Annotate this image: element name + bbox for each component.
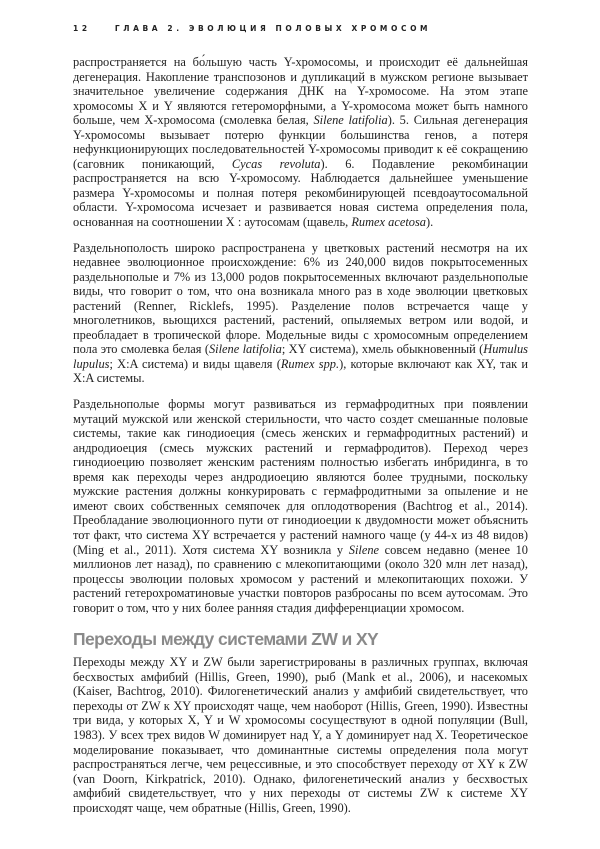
paragraphs-after [73,655,528,815]
text-run: ; XY система), хмель обыкновенный ( [281,342,484,357]
page-number: 12 [73,24,91,33]
body-paragraph [73,397,528,615]
text-run: ). [426,215,434,230]
text-run: ; X:A система) и виды щавеля ( [109,356,281,371]
running-header [73,24,431,33]
text-run: распространяется на бо́льшую часть Y-хромосомы, и происходит её дальнейшая дегенерация. Накопление транспозонов и дупликаций в мужском регионе вызывает значительное увеличение содержания ДНК на Y-хромосоме. На этом этапе хромосомы X и Y являются гетероморфными, а Y-хромосома может быть намного больше, чем X-хромосома (смолевка белая, [73,55,528,128]
italic-species-name: Rumex acetosa [351,215,427,230]
text-run: ). 6. Подавление рекомбинации распространяется на всю Y-хромосому. Наблюдается дальнейшее уменьшение размера Y-хромосомы и полная потеря рекомбинирующей псевдоаутосомальной области. Y-хромосома исчезает и развивается новая система определения пола, основанная на соотношении X : аутосомам (щавель, [73,156,528,230]
italic-species-name: Silene latifolia [208,342,282,357]
chapter-title: ГЛАВА 2. ЭВОЛЮЦИЯ ПОЛОВЫХ ХРОМОСОМ [114,24,432,33]
body-paragraph [73,55,528,230]
text-run: ). 5. Сильная дегенерация Y-хромосомы вызывает потерю функции большинства генов, а потеря нефункционирующих последовательностей Y-хромосомы приводит к её сокращению (саговник поникающий, [73,113,528,171]
italic-species-name: Silene latifolia [313,113,388,128]
body-paragraph [73,655,528,815]
text-run: Раздельнополость широко распространена у цветковых растений несмотря на их недавнее эволюционное происхождение: 6% из 240,000 видов покрытосеменных раздельнополые и 7% из 13,000 родов покрытосеменных включают раздельнополые виды, что говорит о том, что она возникала много раз в ходе эволюции цветковых растений (Renner, Ricklefs, 1995). Разделение полов встречается чаще у многолетников, вьющихся растений, растений, опыляемых ветром или водой, и преобладает в тропической флоре. Модельные виды с хромосомным определением пола это смолевка белая ( [73,240,528,357]
italic-species-name: Cycas revoluta [231,156,321,171]
text-run: Переходы между XY и ZW были зарегистрированы в различных группах, включая бесхвостых амфибий (Hillis, Green, 1990), рыб (Mank et al., 2006), и насекомых (Kaiser, Bachtrog, 2010). Филогенетический анализ у амфибий свидетельствует, что переходы от ZW к XY происходят чаще, чем наоборот (Hillis, Green, 1990). Известны три вида, у которых X, Y и W хромосомы сосуществуют в одной популяции (Bull, 1983). У всех трех видов W доминирует над Y, а Y доминирует над X. Теоретическое моделирование показывает, что доминантные системы определения пола могут распространяться легче, чем рецессивные, и это способствует переходу от XY к ZW (van Doorn, Kirkpatrick, 2010). Однако, филогенетический анализ у бесхвостых амфибий свидетельствует, что у них переходы от системы ZW к системе XY происходят чаще, чем обратные (Hillis, Green, 1990). [73,655,528,815]
paragraphs-before [73,55,528,615]
text-run: ), которые включают как XY, так и X:A системы. [73,356,528,386]
text-run: совсем недавно (менее 10 миллионов лет назад), по сравнению с млекопитающими (около 320 млн лет назад), процессы эволюции половых хромосом у растений и млекопитающих похожи. У растений гетерохроматиновые участки повторов разбросаны по всем аутосомам. Это говорит о том, что у них более ранняя стадия дифференциации хромосом. [73,542,528,615]
italic-species-name: Rumex spp. [280,356,340,371]
page-body [73,55,528,826]
body-paragraph [73,241,528,386]
text-run: Раздельнополые формы могут развиваться из гермафродитных при появлении мутаций мужской или женской стерильности, что часто создет смешанные половые системы, такие как гинодиоеция (смесь женских и гермафродитных растений) и андродиоеция (смесь мужских растений и гермафродитов). Переход через гинодиоецию позволяет женским растениям полностью избегать инбридинга, в то время как переходы через андродиоецию являются более трудными, поскольку мужские растения должны конкурировать с гермафродитными за опыление и не имеют своих собственных семяпочек для оплодотворения (Bachtrog et al., 2014). Преобладание эволюционного пути от гинодиоеции к двудомности может объяснить тот факт, что система XY встречается у растений намного чаще (у 44-х из 48 видов) (Ming et al., 2011). Хотя система XY возникла у [73,397,528,557]
italic-species-name: Humulus lupulus [73,342,528,371]
italic-species-name: Silene [348,542,380,557]
section-heading: Переходы между системами ZW и XY [73,629,379,650]
